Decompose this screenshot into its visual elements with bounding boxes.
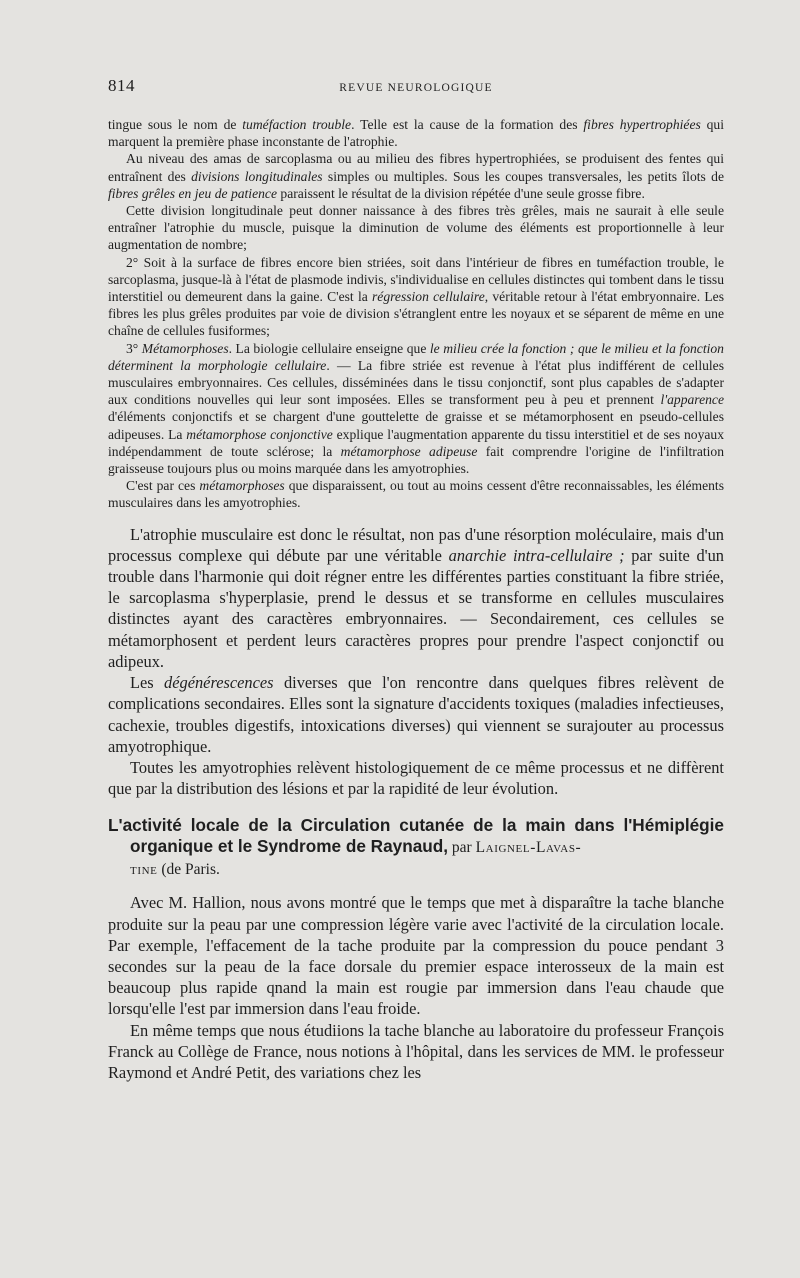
text-run: d'éléments conjonctifs et se chargent d'une gouttelette de graisse et se métamorphosent en pseudo-cellules adipeuses. La xyxy=(108,409,724,442)
text-run: 3° xyxy=(126,340,142,356)
italic-text: fibres hypertrophiées xyxy=(583,117,701,132)
italic-text: tuméfaction trouble xyxy=(242,117,352,132)
body-paragraph xyxy=(108,524,724,672)
italic-text: l'apparence xyxy=(660,392,724,408)
text-run: . — La fibre striée est revenue à l'état plus indifférent de cellules musculaires embryonnaires. Ces cellules, disséminées dans le tissu conjonctif, sont plus capables de s'adapter aux conditions nouvelles qui leur sont imposées. Elles se transforment peu à peu et prennent xyxy=(108,357,724,408)
italic-text: métamorphose conjonctive xyxy=(186,426,333,442)
text-run: Avec M. Hallion, nous avons montré que le temps que met à disparaître la tache blanche produite sur la peau par une compression légère varie avec l'activité de la circulation locale. Par exemple, l'effacement de la tache produite par la compression du pouce pendant 3 secondes sur la peau de la face dorsale du premier espace interosseux de la main est beaucoup plus rapide qnand la main est rougie par immersion dans l'eau chaude que lorsqu'elle l'est par immersion dans l'eau froide. xyxy=(108,893,724,1019)
section-title: L'activité locale de la Circulation cutanée de la main dans l'Hémiplégie organique et le Syndrome de Raynaud, xyxy=(108,815,724,857)
text-run: paraissent le résultat de la division répétée d'une seule grosse fibre. xyxy=(277,185,645,201)
section-author-suffix: tine xyxy=(130,861,158,879)
section-affiliation: (de Paris. xyxy=(157,861,220,879)
small-paragraph xyxy=(108,150,724,202)
text-run: 2° Soit à la surface de fibres encore bien striées, soit dans l'intérieur de fibres en tuméfaction trouble, le sarcoplasma, jusque-là à l'état de plasmode indivis, s'individualise en cellules distinctes qui tombent dans le tissu interstitiel ou demeurent dans la gaine. C'est la xyxy=(108,254,724,305)
text-run: explique l'augmentation apparente du tissu interstitiel et de ses noyaux indépendamment de toute sclérose; la xyxy=(108,426,724,459)
section-heading xyxy=(108,815,724,880)
text-run: . La biologie cellulaire enseigne que xyxy=(228,340,430,356)
small-paragraph xyxy=(108,202,724,254)
text-run: Toutes les amyotrophies relèvent histologiquement de ce même processus et ne diffèrent que par la distribution des lésions et par la rapidité de leur évolution. xyxy=(108,757,724,799)
text-run: , véritable retour à l'état embryonnaire. Les fibres les plus grêles produites par voie de division s'étranglent entre les noyaux et se séparent de même en une chaîne de cellules fusiformes; xyxy=(108,289,724,339)
italic-text: dégénérescences xyxy=(164,673,274,693)
italic-text: fibres grêles en jeu de patience xyxy=(108,185,277,201)
text-run: qui marquent la première phase inconstante de l'atrophie. xyxy=(108,117,724,150)
page-header xyxy=(108,76,724,100)
text-run: . Telle est la cause de la formation des xyxy=(351,117,584,132)
main-text-block xyxy=(108,524,724,800)
body-paragraph xyxy=(108,672,724,757)
text-run: simples ou multiples. Sous les coupes transversales, les petits îlots de xyxy=(322,168,724,184)
text-run: C'est par ces xyxy=(126,478,200,494)
page-number: 814 xyxy=(108,76,135,95)
section-author: Laignel-Lavas- xyxy=(475,839,582,857)
italic-text: régression cellulaire xyxy=(372,289,485,305)
section-by: par xyxy=(448,839,476,857)
small-paragraph xyxy=(108,116,724,150)
body-paragraph xyxy=(108,757,724,799)
text-run: tingue sous le nom de xyxy=(108,117,243,132)
italic-text: divisions longitudinales xyxy=(191,168,323,184)
small-paragraph xyxy=(108,477,724,511)
text-run: Au niveau des amas de sarcoplasma ou au milieu des fibres hypertrophiées, se produisent des fentes qui entraînent des xyxy=(108,151,724,184)
text-run: par suite d'un trouble dans l'harmonie qui doit régner entre les différentes parties constituant la fibre striée, le sarcoplasma s'hyperplasie, prend le dessus et se transforme en cellules musculaires distinctes ayant des caractères embryonnaires. — Secondairement, ces cellules se métamorphosent et perdent leurs caractères propres pour prendre l'aspect conjonctif ou adipeux. xyxy=(108,545,724,671)
running-head: REVUE NEUROLOGIQUE xyxy=(339,82,493,94)
italic-text: le milieu crée la fonction ; que le milieu et la fonction déterminent la morphologie cellulaire xyxy=(108,340,724,373)
small-print-block xyxy=(108,116,724,512)
text-run: que disparaissent, ou tout au moins cessent d'être reconnaissables, les éléments musculaires dans les amyotrophies. xyxy=(108,478,724,511)
text-run: Les xyxy=(130,673,165,693)
small-paragraph xyxy=(108,340,724,478)
text-run: diverses que l'on rencontre dans quelques fibres relèvent de complications secondaires. Elles sont la signature d'accidents toxiques (maladies infectieuses, cachexie, troubles digestifs, intoxications diverses) qui viennent se surajouter au processus amyotrophique. xyxy=(108,673,724,756)
text-run: Cette division longitudinale peut donner naissance à des fibres très grêles, mais ne saurait à elle seule entraîner l'atrophie du muscle, puisque la diminution de volume des éléments est proportionnelle à leur augmentation de nombre; xyxy=(108,203,724,253)
small-paragraph xyxy=(108,254,724,340)
italic-text: métamorphose adipeuse xyxy=(340,443,478,459)
section-paragraph xyxy=(108,892,724,1019)
text-run: L'atrophie musculaire est donc le résultat, non pas d'une résorption moléculaire, mais d'un processus complexe qui débute par une véritable xyxy=(108,524,724,565)
section-paragraph xyxy=(108,1020,724,1084)
text-run: En même temps que nous étudiions la tache blanche au laboratoire du professeur François Franck au Collège de France, nous notions à l'hôpital, dans les services de MM. le professeur Raymond et André Petit, des variations chez les xyxy=(108,1020,724,1082)
text-run: fait comprendre l'origine de l'infiltration graisseuse toujours plus ou moins marquée dans les amyotrophies. xyxy=(108,443,724,477)
section-text-block xyxy=(108,892,724,1083)
italic-text: Métamorphoses xyxy=(141,340,229,356)
italic-text: métamorphoses xyxy=(199,478,285,494)
italic-text: anarchie intra-cellulaire ; xyxy=(448,545,625,565)
